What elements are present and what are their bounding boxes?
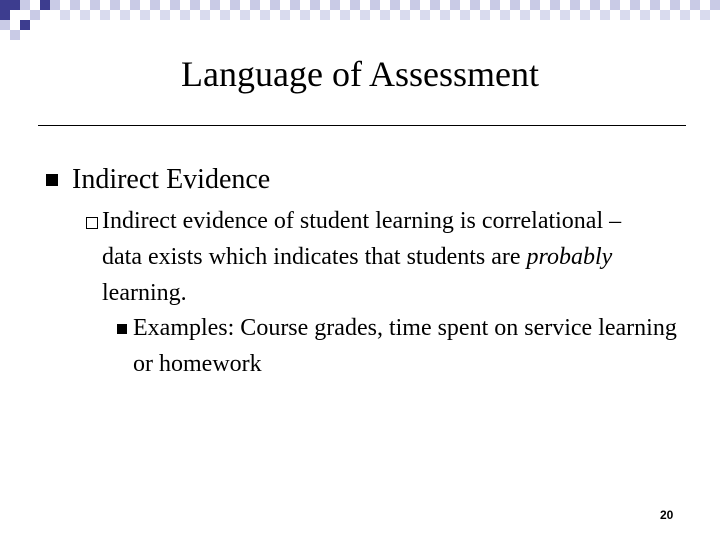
decorative-checker-band: [0, 0, 720, 40]
small-square-bullet-icon: [117, 324, 127, 334]
definition-text-end: learning.: [102, 280, 187, 306]
bullet-indirect-evidence: Indirect Evidence: [72, 164, 271, 195]
definition-text-start: Indirect evidence of student learning is correlational – data exists which indicates that students are: [102, 208, 622, 270]
title-divider: [38, 125, 686, 126]
page-number: 20: [660, 508, 674, 522]
slide-title: Language of Assessment: [181, 54, 539, 94]
square-bullet-icon: [46, 174, 58, 186]
hollow-square-bullet-icon: [86, 217, 98, 229]
bullet-examples: Examples: Course grades, time spent on service learning or homework: [133, 315, 677, 377]
bullet-indirect-evidence-definition: [102, 203, 662, 311]
emphasis-probably: probably: [526, 244, 613, 270]
